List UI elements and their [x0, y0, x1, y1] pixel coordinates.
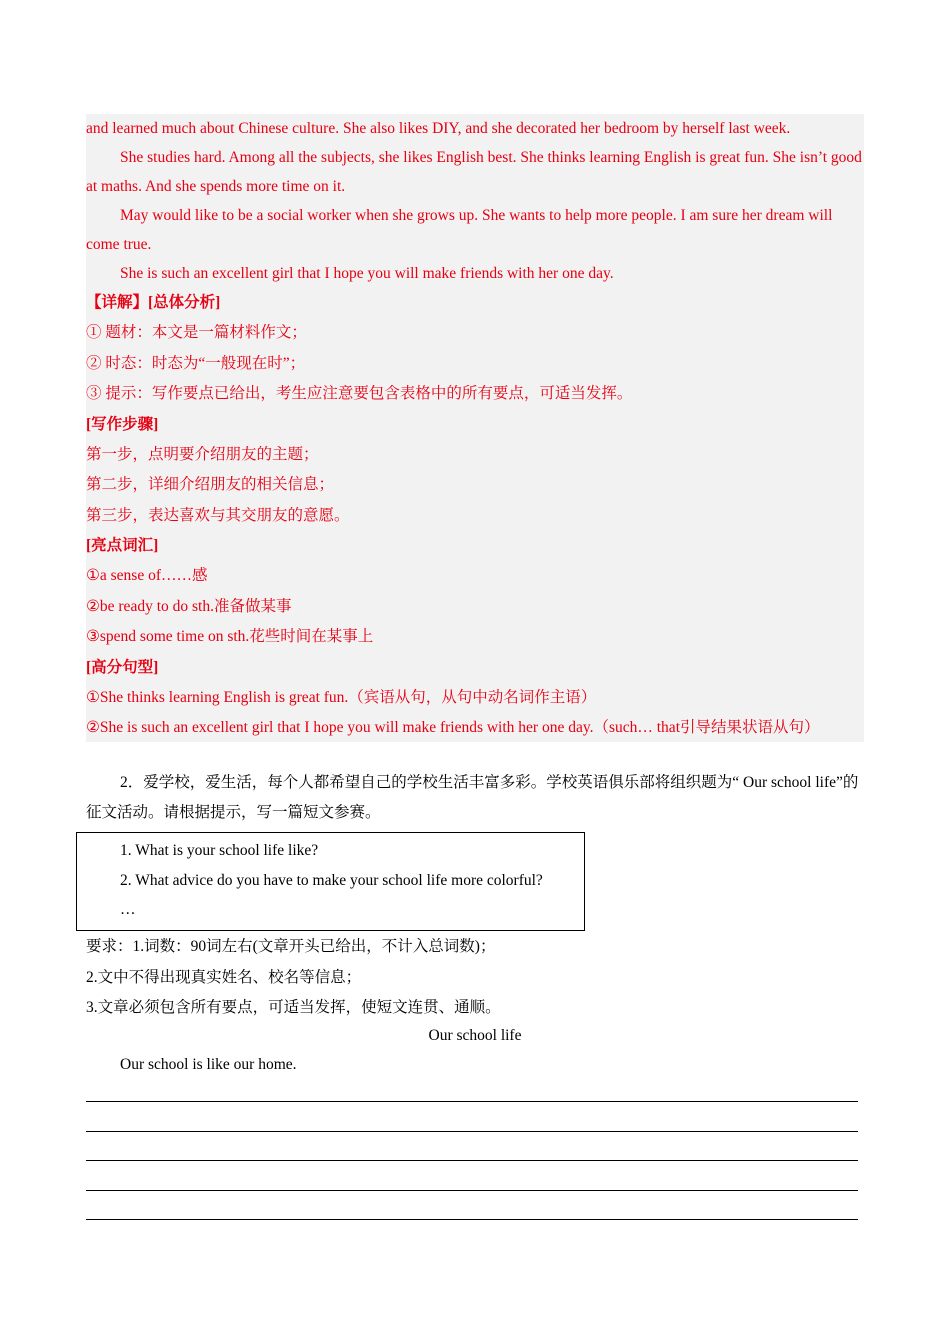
analysis-item: ② 时态：时态为“一般现在时”； [86, 354, 306, 372]
vocab-item: ③spend some time on sth.花些时间在某事上 [86, 628, 374, 645]
step-item: 第二步，详细介绍朋友的相关信息； [86, 476, 335, 493]
vocab-item: ①a sense of……感 [86, 567, 208, 584]
vocab-item: ②be ready to do sth.准备做某事 [86, 597, 292, 615]
answer-section [86, 114, 864, 742]
requirement-item: 2.文中不得出现真实姓名、校名等信息； [86, 968, 362, 986]
essay-title: Our school life [428, 1027, 522, 1044]
requirements [86, 932, 864, 1024]
step-item: 第一步，点明要介绍朋友的主题； [86, 445, 319, 463]
step-item: 第三步，表达喜欢与其交朋友的意愿。 [86, 506, 350, 524]
sentences-heading: [高分句型] [86, 658, 159, 676]
essay-paragraph: May would like to be a social worker when she grows up. She wants to help more people. I am sure her dream will come true. [86, 207, 833, 253]
opening-sentence: Our school is like our home. [120, 1056, 297, 1073]
writing-line[interactable] [86, 1160, 858, 1190]
sentence-item: ①She thinks learning English is great fun.（宾语从句，从句中动名词作主语） [86, 688, 597, 706]
question-item: 1. What is your school life like? [120, 842, 319, 859]
writing-line[interactable] [86, 1101, 858, 1131]
essay-paragraph: She studies hard. Among all the subjects, she likes English best. She thinks learning English is great fun. She isn’t good at maths. And she spends more time on it. [86, 149, 862, 195]
sentence-item: ②She is such an excellent girl that I hope you will make friends with her one day.（such… that引导结果状语从句） [86, 719, 820, 736]
writing-line[interactable] [86, 1131, 858, 1161]
questions-box [76, 832, 585, 931]
steps-heading: [写作步骤] [86, 415, 159, 433]
task-prompt [86, 768, 864, 828]
question-item: … [120, 901, 136, 918]
writing-line[interactable] [86, 1219, 858, 1249]
task-prompt-text: 2．爱学校，爱生活，每个人都希望自己的学校生活丰富多彩。学校英语俱乐部将组织题为“ Our school life”的征文活动。请根据提示，写一篇短文参赛。 [86, 774, 859, 821]
question-item: 2. What advice do you have to make your school life more colorful? [120, 871, 543, 889]
analysis-item: ③ 提示：写作要点已给出，考生应注意要包含表格中的所有要点，可适当发挥。 [86, 385, 633, 402]
detail-heading: 【详解】[总体分析] [86, 294, 221, 311]
vocab-heading: [亮点词汇] [86, 537, 159, 554]
analysis-item: ① 题材：本文是一篇材料作文； [86, 324, 307, 341]
requirement-item: 3.文章必须包含所有要点，可适当发挥，使短文连贯、通顺。 [86, 999, 501, 1016]
essay-paragraph: She is such an excellent girl that I hope you will make friends with her one day. [120, 265, 614, 282]
requirement-item: 要求：1.词数：90词左右(文章开头已给出，不计入总词数)； [86, 938, 496, 955]
writing-line[interactable] [86, 1190, 858, 1220]
writing-lines[interactable] [86, 1101, 858, 1249]
essay-paragraph: and learned much about Chinese culture. She also likes DIY, and she decorated her bedroom by herself last week. [86, 120, 791, 137]
